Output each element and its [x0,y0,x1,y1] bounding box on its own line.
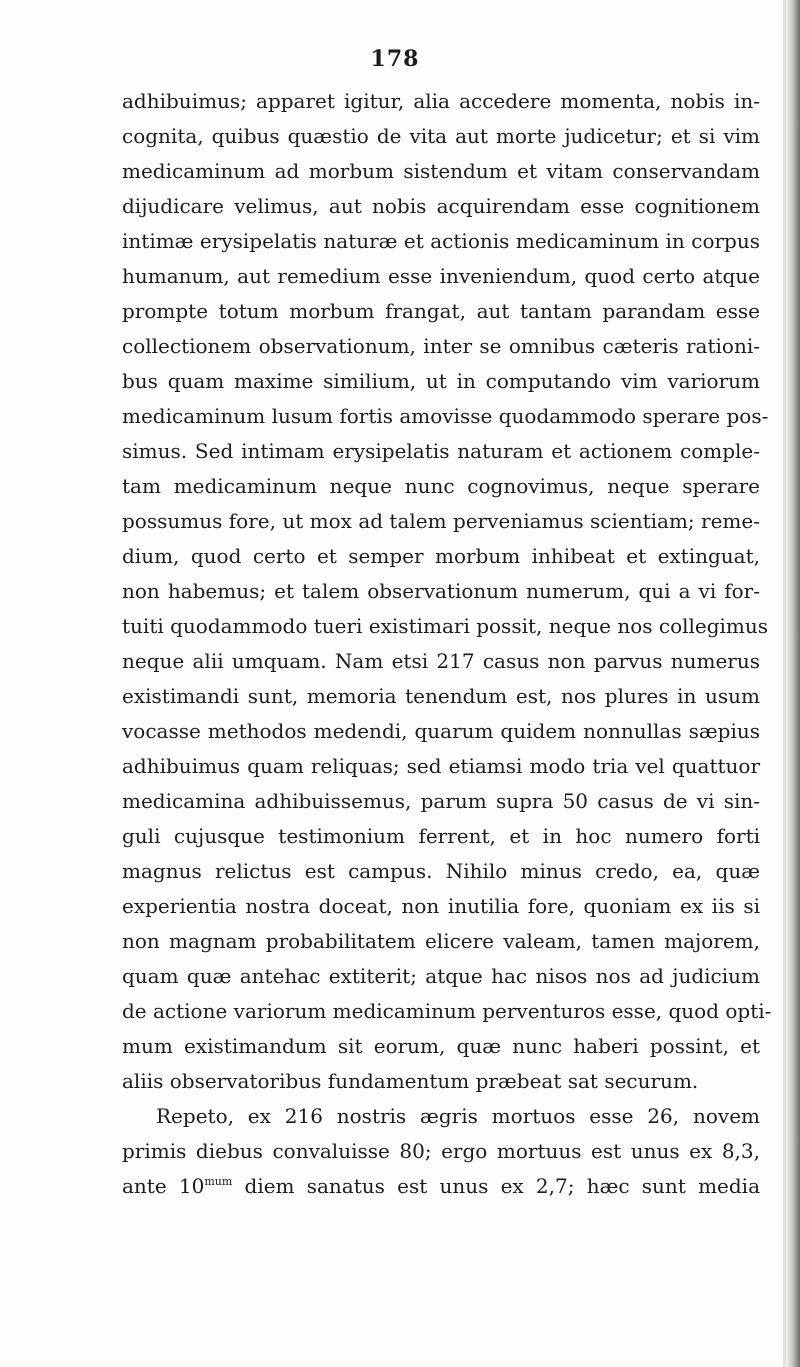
text-line: de actione variorum medicaminum perventuros esse, quod opti- [122,999,772,1023]
text-line: aliis observatoribus fundamentum præbeat sat securum. [122,1069,699,1093]
text-line: dijudicare velimus, aut nobis acquirendam esse cognitionem [122,194,760,218]
text-line: tuiti quodammodo tueri existimari possit, neque nos collegimus [122,614,769,638]
text-line: simus. Sed intimam erysipelatis naturam et actionem comple- [122,439,760,463]
text-line: mum existimandum sit eorum, quæ nunc haberi possint, et [122,1034,760,1058]
text-fragment: diem sanatus est unus ex 2,7; hæc sunt media [232,1174,760,1198]
paragraph-start-line: Repeto, ex 216 nostris ægris mortuos esse 26, novem [156,1104,760,1128]
text-line: adhibuimus quam reliquas; sed etiamsi modo tria vel quattuor [122,754,760,778]
text-line: dium, quod certo et semper morbum inhibeat et extinguat, [122,544,760,568]
superscript-ordinal: mum [204,1175,233,1188]
text-line: humanum, aut remedium esse inveniendum, quod certo atque [122,264,760,288]
body-text [122,84,772,1204]
text-line: medicaminum lusum fortis amovisse quodammodo sperare pos- [122,404,769,428]
text-line: tam medicaminum neque nunc cognovimus, neque sperare [122,474,760,498]
text-line: non magnam probabilitatem elicere valeam, tamen majorem, [122,929,760,953]
page-number: 178 [370,46,420,72]
text-line: neque alii umquam. Nam etsi 217 casus non parvus numerus [122,649,760,673]
text-line: medicaminum ad morbum sistendum et vitam conservandam [122,159,760,183]
page-binding-shadow [786,0,800,1367]
text-line: prompte totum morbum frangat, aut tantam parandam esse [122,299,760,323]
text-line: intimæ erysipelatis naturæ et actionis medicaminum in corpus [122,229,760,253]
text-line: bus quam maxime similium, ut in computando vim variorum [122,369,760,393]
text-line: non habemus; et talem observationum numerum, qui a vi for- [122,579,760,603]
text-line: magnus relictus est campus. Nihilo minus credo, ea, quæ [122,859,760,883]
text-line: vocasse methodos medendi, quarum quidem nonnullas sæpius [122,719,760,743]
text-line: guli cujusque testimonium ferrent, et in hoc numero forti [122,824,760,848]
text-line: existimandi sunt, memoria tenendum est, nos plures in usum [122,684,760,708]
text-line: adhibuimus; apparet igitur, alia accedere momenta, nobis in- [122,89,760,113]
text-line: quam quæ antehac extiterit; atque hac nisos nos ad judicium [122,964,760,988]
text-fragment: ante 10 [122,1174,205,1198]
text-line: experientia nostra doceat, non inutilia fore, quoniam ex iis si [122,894,760,918]
text-line: possumus fore, ut mox ad talem perveniamus scientiam; reme- [122,509,760,533]
text-line-with-superscript [122,1169,760,1204]
text-line: primis diebus convaluisse 80; ergo mortuus est unus ex 8,3, [122,1139,760,1163]
text-line: medicamina adhibuissemus, parum supra 50 casus de vi sin- [122,789,760,813]
text-line: collectionem observationum, inter se omnibus cæteris rationi- [122,334,760,358]
text-line: cognita, quibus quæstio de vita aut morte judicetur; et si vim [122,124,760,148]
